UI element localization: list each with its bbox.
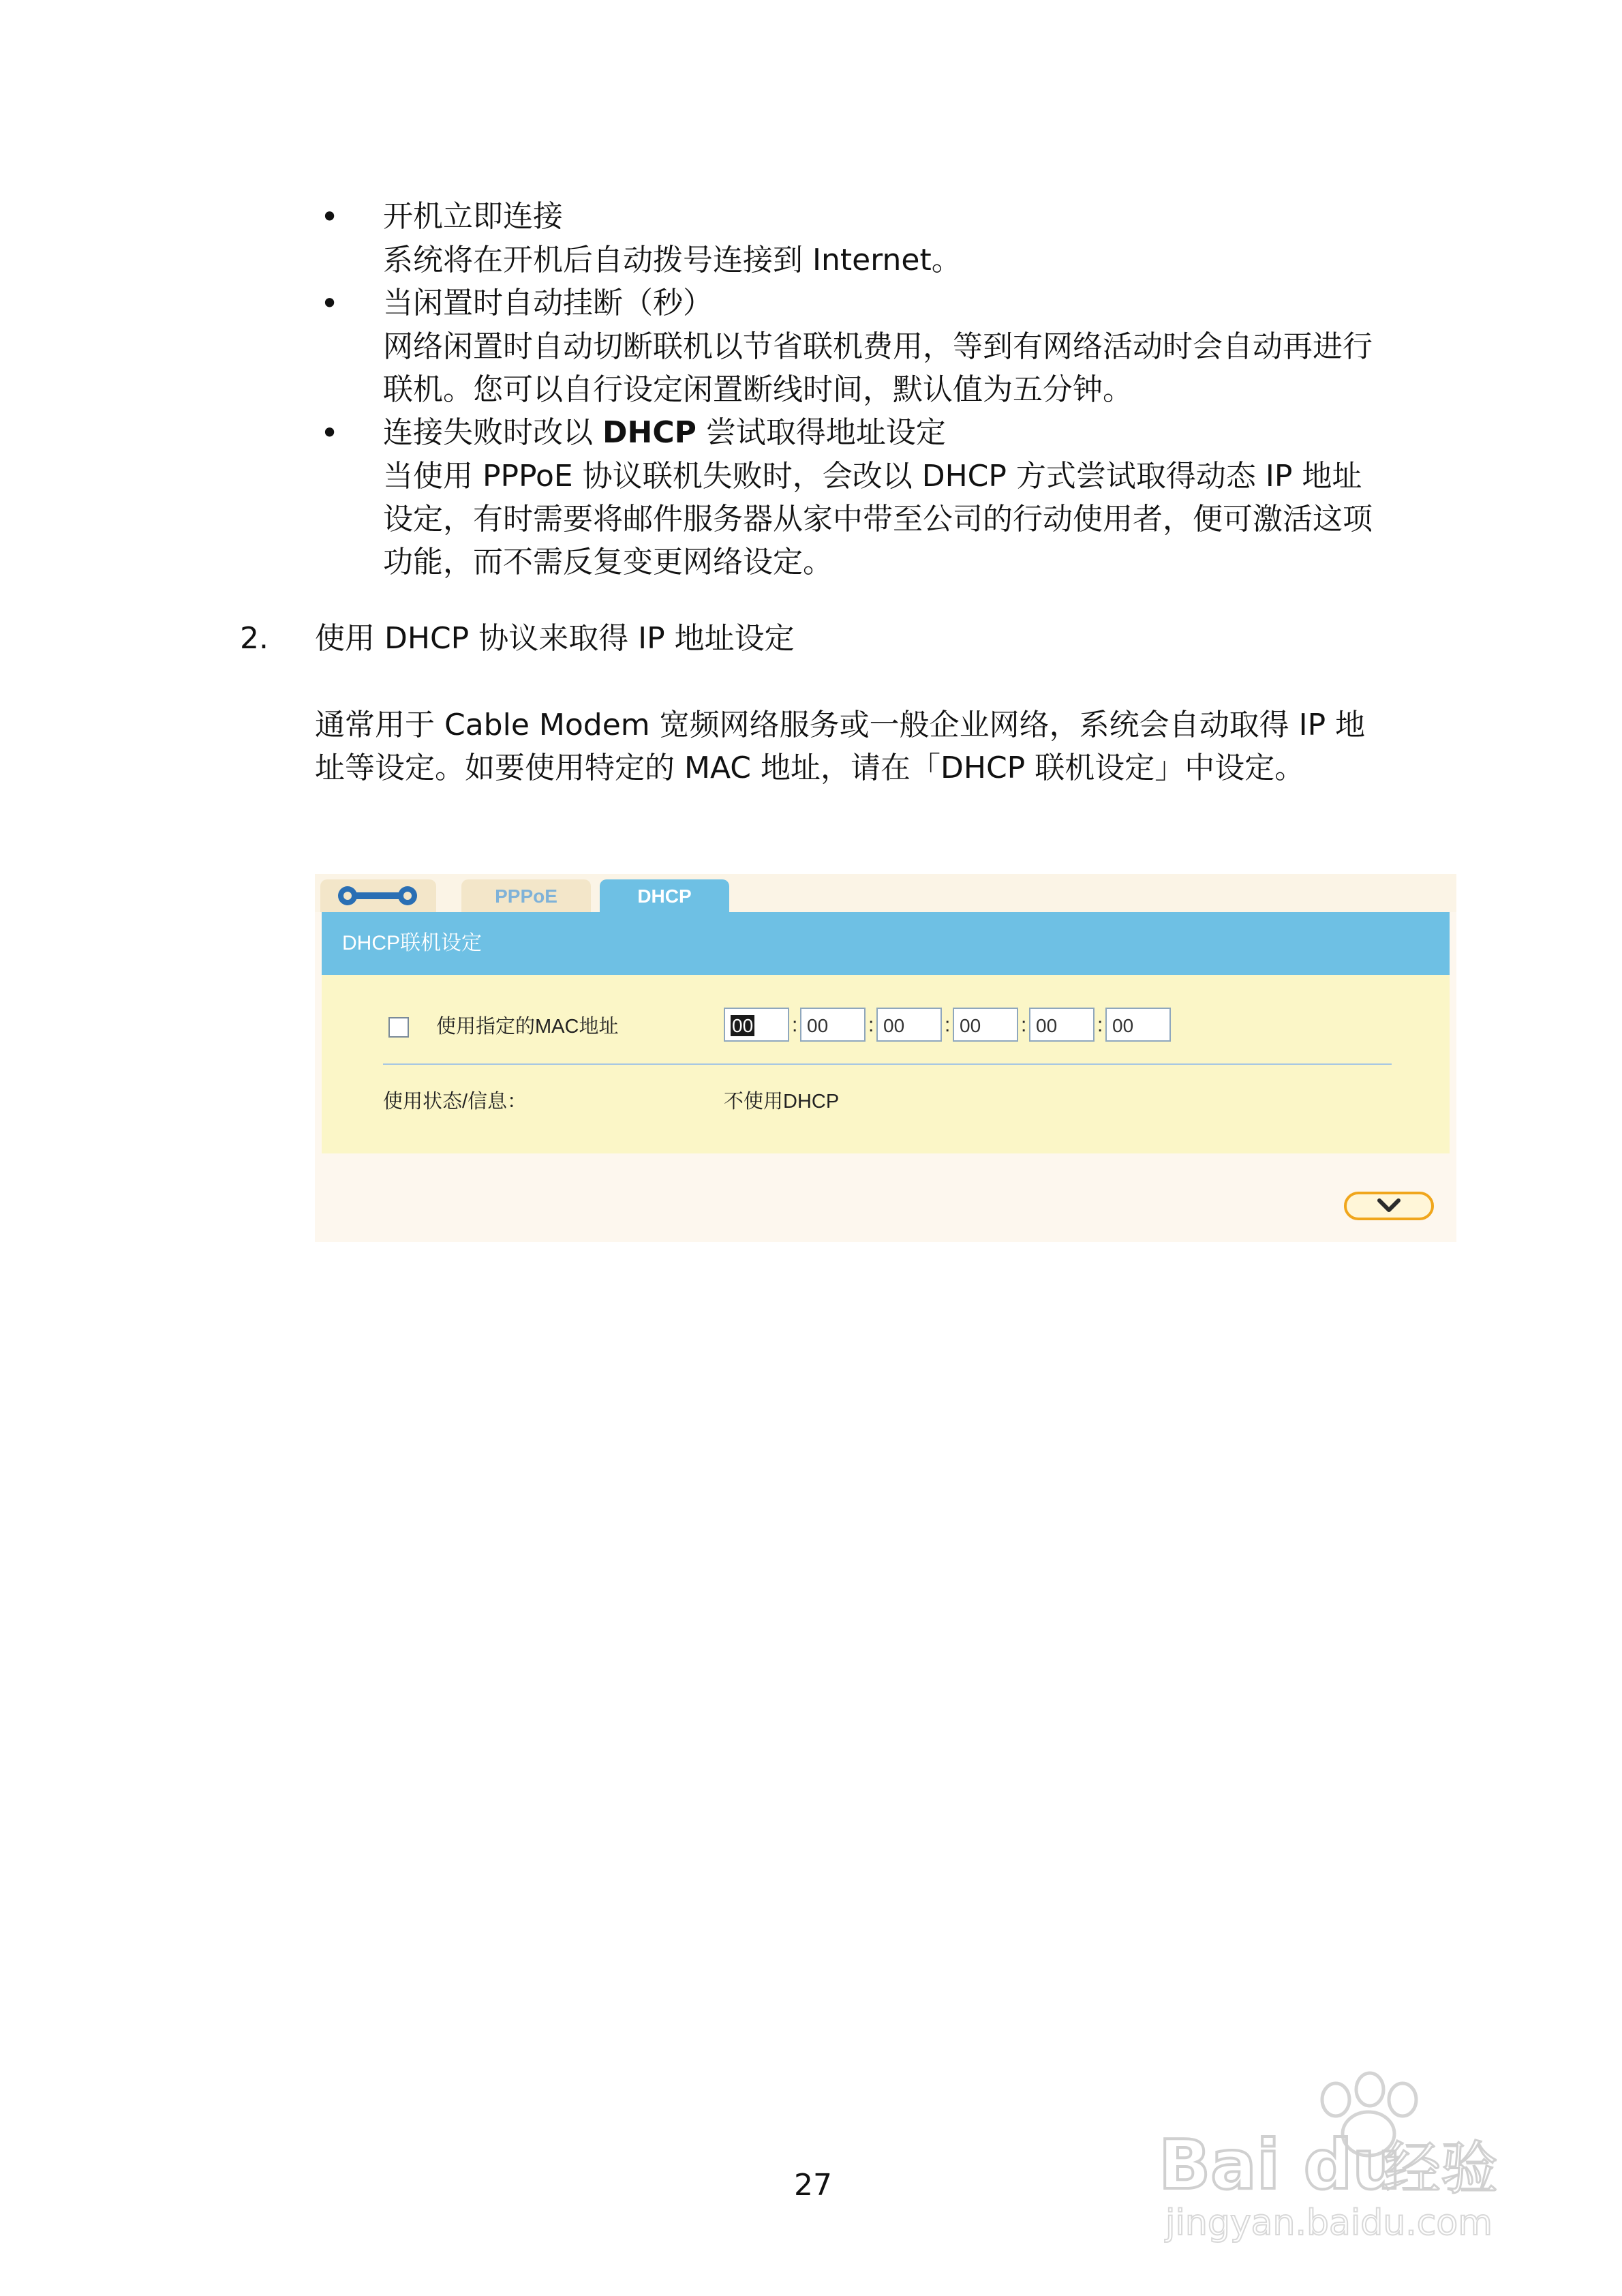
bullet-desc: 系统将在开机后自动拨号连接到 Internet。 bbox=[383, 243, 962, 277]
status-label: 使用状态/信息： bbox=[383, 1091, 527, 1113]
bullet-title-post: 尝试取得地址设定 bbox=[696, 415, 946, 450]
bullet-title-pre: 连接失败时改以 bbox=[383, 415, 602, 450]
bullet-item bbox=[320, 282, 1383, 411]
mac-field-4[interactable]: 00 bbox=[953, 1008, 1018, 1042]
mac-separator: : bbox=[1097, 1014, 1103, 1036]
mac-separator: : bbox=[945, 1014, 951, 1036]
dhcp-settings-screenshot bbox=[315, 874, 1456, 1242]
svg-text:jingyan.baidu.com: jingyan.baidu.com bbox=[1165, 2203, 1493, 2244]
mac-field-2[interactable]: 00 bbox=[800, 1008, 866, 1042]
svg-text:Bai du: Bai du bbox=[1159, 2125, 1401, 2205]
tab-pppoe[interactable]: PPPoE bbox=[461, 879, 591, 912]
mac-separator: : bbox=[792, 1014, 798, 1036]
tab-dhcp[interactable]: DHCP bbox=[600, 879, 729, 912]
tab-bar bbox=[315, 874, 1456, 912]
mac-field-3[interactable]: 00 bbox=[876, 1008, 942, 1042]
section-number: 2. bbox=[240, 621, 269, 656]
bullet-item bbox=[320, 411, 1383, 584]
status-value: 不使用DHCP bbox=[724, 1091, 840, 1113]
mac-field-5[interactable]: 00 bbox=[1029, 1008, 1095, 1042]
panel-header: DHCP联机设定 bbox=[322, 912, 1450, 975]
bullet-dot: • bbox=[320, 414, 339, 451]
bullet-title-bold: DHCP bbox=[602, 415, 697, 450]
tab-setup[interactable] bbox=[320, 879, 436, 912]
mac-field-1-value: 00 bbox=[732, 1015, 754, 1036]
bullet-desc: 当使用 PPPoE 协议联机失败时，会改以 DHCP 方式尝试取得动态 IP 地址设定，有时需要将邮件服务器从家中带至公司的行动使用者，便可激活这项功能，而不需反复变更网络设定。 bbox=[383, 459, 1373, 579]
bullet-title bbox=[383, 411, 1383, 455]
settings-panel bbox=[322, 975, 1450, 1153]
bullet-item bbox=[320, 195, 1383, 282]
mac-separator: : bbox=[1021, 1014, 1027, 1036]
mac-checkbox[interactable] bbox=[388, 1017, 409, 1038]
divider bbox=[383, 1063, 1392, 1065]
baidu-jingyan-watermark bbox=[1152, 2059, 1533, 2250]
bullet-title: 当闲置时自动挂断（秒） bbox=[383, 286, 713, 320]
section-title: 使用 DHCP 协议来取得 IP 地址设定 bbox=[315, 621, 795, 656]
key-icon bbox=[334, 882, 423, 909]
mac-separator: : bbox=[868, 1014, 874, 1036]
mac-field-6[interactable]: 00 bbox=[1105, 1008, 1171, 1042]
bullet-title: 开机立即连接 bbox=[383, 199, 563, 234]
bullet-desc: 网络闲置时自动切断联机以节省联机费用，等到有网络活动时会自动再进行联机。您可以自行设定闲置断线时间，默认值为五分钟。 bbox=[383, 329, 1373, 407]
mac-checkbox-label: 使用指定的MAC地址 bbox=[436, 1016, 619, 1038]
mac-field-1[interactable] bbox=[724, 1008, 789, 1042]
svg-text:经验: 经验 bbox=[1383, 2135, 1499, 2202]
section-paragraph: 通常用于 Cable Modem 宽频网络服务或一般企业网络，系统会自动取得 IP 地址等设定。如要使用特定的 MAC 地址，请在「DHCP 联机设定」中设定。 bbox=[315, 708, 1366, 785]
page-number: 27 bbox=[794, 2168, 832, 2203]
expand-button[interactable] bbox=[1344, 1192, 1434, 1220]
chevron-down-icon bbox=[1347, 1194, 1431, 1218]
bullet-list bbox=[320, 195, 1383, 584]
bullet-dot: • bbox=[320, 198, 339, 235]
bullet-dot: • bbox=[320, 285, 339, 322]
